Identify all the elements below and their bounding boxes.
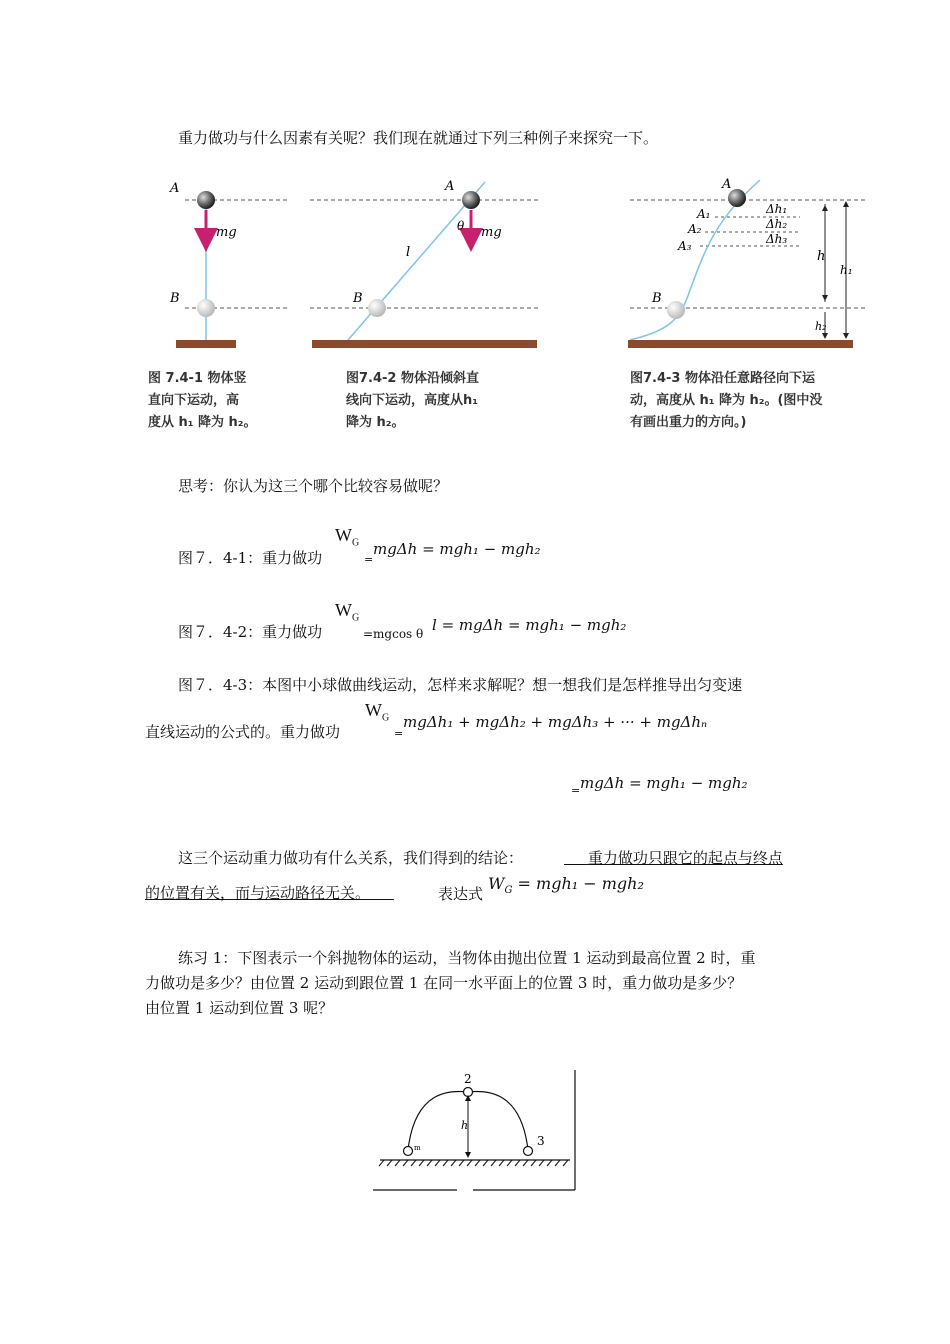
expr-label: 表达式 [438, 885, 484, 903]
exercise-line1: 练习 1：下图表示一个斜抛物体的运动，当物体由抛出位置 1 运动到最高位置 2 时，重 [178, 949, 756, 967]
label-dh2: Δh₂ [766, 217, 788, 231]
conclusion-answer-2: 的位置有关，而与运动路径无关。 [145, 884, 371, 902]
eq1-formula: mgΔh = mgh₁ − mgh₂ [373, 540, 541, 558]
label-b: B [170, 291, 180, 306]
ground [628, 340, 853, 348]
label-l: l [406, 245, 411, 260]
ball-position-1 [404, 1147, 413, 1156]
conclusion-answer-1: 重力做功只跟它的起点与终点 [587, 849, 783, 867]
eq1-equals: = [364, 553, 374, 566]
label-a2: A₂ [688, 222, 702, 236]
eq3-text-line2: 直线运动的公式的。重力做功 [145, 723, 341, 741]
label-a: A [445, 179, 455, 194]
label-b: B [652, 291, 662, 306]
figure-7-4-1 [169, 181, 290, 348]
eq3-text-line1: 图７．4-3：本图中小球做曲线运动，怎样来求解呢？想一想我们是怎样推导出匀变速 [178, 676, 743, 694]
label-h1: h₁ [840, 263, 853, 277]
gravity-figures [140, 170, 870, 370]
projectile-diagram [370, 1065, 585, 1195]
ground [176, 340, 236, 348]
label-theta: θ [457, 219, 465, 233]
eq2-label: 图７．4-2：重力做功 [178, 623, 323, 641]
figure-7-4-3 [628, 177, 865, 348]
intro-text: 重力做功与什么因素有关呢？我们现在就通过下列三种例子来探究一下。 [178, 129, 659, 147]
expr-formula: $W_G = mgh_1 - mgh_2$ [488, 874, 644, 897]
ball-top [197, 191, 215, 209]
label-a3: A₃ [678, 239, 692, 253]
exercise-line2: 力做功是多少？由位置 2 运动到跟位置 1 在同一水平面上的位置 3 时，重力做功是多少？ [145, 974, 743, 992]
label-dh3: Δh₃ [766, 232, 788, 246]
eq3-formula-2: mgΔh = mgh₁ − mgh₂ [580, 774, 748, 792]
exercise-line3: 由位置 1 运动到位置 3 呢？ [145, 999, 334, 1017]
ball-bottom [368, 299, 386, 317]
eq3-equals-2: = [571, 784, 581, 797]
label-m: m [414, 1144, 421, 1152]
label-a: A [722, 177, 732, 192]
label-a: A [170, 181, 180, 196]
label-a1: A₁ [697, 207, 711, 221]
ball-position-2 [464, 1088, 473, 1097]
label-h2: h₂ [815, 320, 827, 333]
eq3-wg: $W_G$ [365, 700, 390, 724]
ball-top [462, 191, 480, 209]
label-mg: mg [216, 225, 237, 240]
caption-7-4-1: 图 7.4-1 物体竖 直向下运动，高 度从 h₁ 降为 h₂。 [148, 371, 257, 430]
ball-position-3 [524, 1147, 533, 1156]
label-2: 2 [464, 1072, 472, 1086]
figure-7-4-2 [310, 179, 540, 348]
ball-bottom [667, 301, 685, 319]
eq2-wg: $W_G$ [335, 600, 360, 624]
conclusion-prefix: 这三个运动重力做功有什么关系，我们得到的结论： [178, 849, 524, 867]
label-mg: mg [481, 225, 502, 240]
eq3-formula: mgΔh₁ + mgΔh₂ + mgΔh₃ + ··· + mgΔhₙ [403, 713, 708, 731]
eq2-prefix: =mgcos θ [363, 627, 424, 641]
eq1-wg: $W_G$ [335, 525, 360, 549]
label-3: 3 [537, 1134, 545, 1148]
label-b: B [353, 291, 363, 306]
eq2-formula: l = mgΔh = mgh₁ − mgh₂ [432, 616, 627, 634]
label-dh1: Δh₁ [766, 202, 788, 216]
eq1-label: 图７．4-1：重力做功 [178, 549, 323, 567]
ground-hatch [379, 1160, 568, 1166]
eq3-equals: = [394, 727, 404, 740]
think-question: 思考：你认为这三个哪个比较容易做呢？ [178, 477, 449, 495]
ground [312, 340, 537, 348]
ball-bottom [197, 299, 215, 317]
label-h: h [817, 249, 826, 264]
label-h: h [461, 1119, 469, 1132]
caption-7-4-2: 图7.4-2 物体沿倾斜直 线向下运动，高度从h₁ 降为 h₂。 [346, 371, 479, 430]
caption-7-4-3: 图7.4-3 物体沿任意路径向下运 动，高度从 h₁ 降为 h₂。(图中没 有画出重力的方向。) [630, 371, 823, 430]
